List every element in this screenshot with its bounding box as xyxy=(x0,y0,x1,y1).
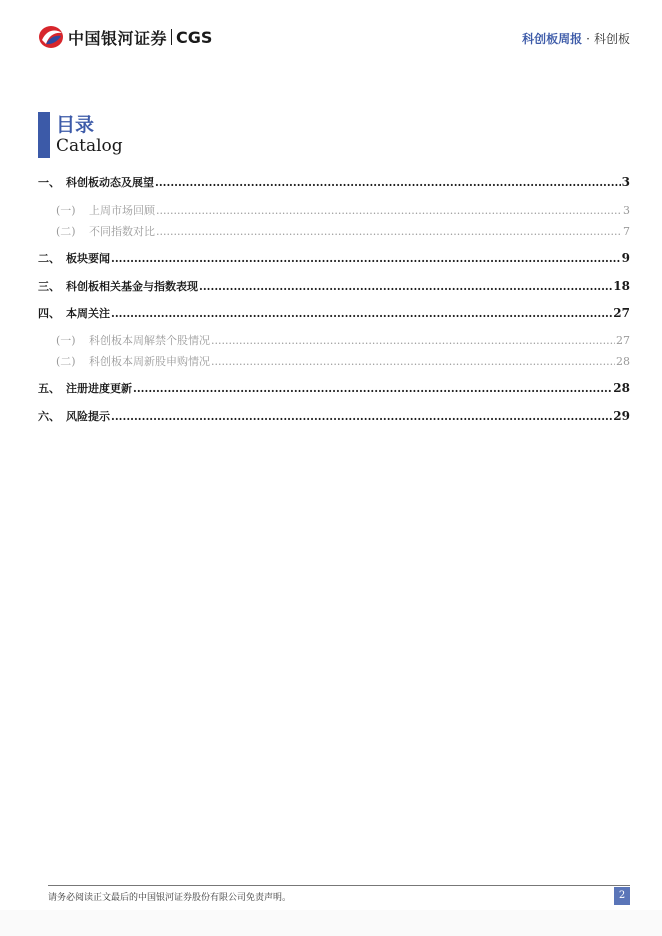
toc-entry-number: (二) xyxy=(56,355,76,368)
toc-entry-page: 18 xyxy=(613,279,630,293)
report-name: 科创板周报 xyxy=(522,32,583,46)
toc-entry[interactable] xyxy=(38,408,630,424)
report-tag-separator: · xyxy=(586,32,590,46)
toc-entry-label: 上周市场回顾 xyxy=(89,204,155,217)
toc-entry-number: 五、 xyxy=(38,382,60,395)
toc-entry-label: 本周关注 xyxy=(66,307,110,320)
logo-chinese-name: 中国银河证券 xyxy=(68,28,168,48)
toc-entry-number: 四、 xyxy=(38,307,60,320)
toc-entry-page: 7 xyxy=(623,225,630,238)
toc-entry-label: 科创板动态及展望 xyxy=(66,176,154,189)
toc-leader-dots xyxy=(111,410,612,423)
toc-title: 目录 xyxy=(56,114,95,136)
toc-entry-label: 注册进度更新 xyxy=(66,382,132,395)
toc-entry-number: 三、 xyxy=(38,280,60,293)
toc-entry-label: 板块要闻 xyxy=(66,252,110,265)
toc-accent-bar xyxy=(38,112,50,158)
footer-divider xyxy=(48,885,630,886)
toc-leader-dots xyxy=(155,176,621,189)
toc-entry[interactable] xyxy=(38,250,630,266)
toc-leader-dots xyxy=(111,252,621,265)
cgs-logo xyxy=(38,25,212,49)
toc-entry[interactable] xyxy=(38,174,630,190)
toc-leader-dots xyxy=(211,334,615,347)
toc-entry-number: (二) xyxy=(56,225,76,238)
toc-entry-number: (一) xyxy=(56,204,76,217)
toc-entry-page: 29 xyxy=(613,409,630,423)
toc-entry-page: 28 xyxy=(613,381,630,395)
toc-entry-label: 不同指数对比 xyxy=(89,225,155,238)
toc-entry[interactable] xyxy=(38,278,630,294)
toc-leader-dots xyxy=(199,280,612,293)
toc-leader-dots xyxy=(133,382,612,395)
page-header xyxy=(38,22,630,52)
logo-english-name: CGS xyxy=(176,27,213,47)
report-category: 科创板 xyxy=(593,32,630,46)
toc-entry-page: 27 xyxy=(616,334,630,347)
toc-entry[interactable] xyxy=(38,332,630,348)
toc-leader-dots xyxy=(211,355,615,368)
toc-entry-page: 3 xyxy=(621,175,630,189)
toc-leader-dots xyxy=(156,225,622,238)
toc-entry-page: 28 xyxy=(616,355,630,368)
toc-entry-label: 科创板相关基金与指数表现 xyxy=(66,280,198,293)
toc-leader-dots xyxy=(111,307,612,320)
toc-entry-page: 27 xyxy=(613,306,630,320)
toc-entry-label: 科创板本周解禁个股情况 xyxy=(89,334,210,347)
toc-leader-dots xyxy=(156,204,622,217)
page-number: 2 xyxy=(614,887,630,905)
cgs-logo-icon xyxy=(38,25,64,49)
toc-entry-label: 风险提示 xyxy=(66,410,110,423)
toc-entry[interactable] xyxy=(38,202,630,218)
toc-entry-page: 9 xyxy=(621,251,630,265)
toc-entry[interactable] xyxy=(38,223,630,239)
toc-entry[interactable] xyxy=(38,305,630,321)
page-bottom-margin xyxy=(0,910,662,936)
toc-entry-page: 3 xyxy=(623,204,630,217)
toc-entry-number: 六、 xyxy=(38,410,60,423)
toc-entry-number: 一、 xyxy=(38,176,60,189)
footer-disclaimer: 请务必阅读正文最后的中国银河证券股份有限公司免责声明。 xyxy=(48,893,292,903)
toc-subtitle: Catalog xyxy=(56,136,123,156)
logo-divider xyxy=(171,29,172,45)
toc-entry[interactable] xyxy=(38,380,630,396)
report-tag xyxy=(522,30,630,47)
toc-entry-number: (一) xyxy=(56,334,76,347)
toc-entry[interactable] xyxy=(38,353,630,369)
toc-entry-label: 科创板本周新股申购情况 xyxy=(89,355,210,368)
toc-entry-number: 二、 xyxy=(38,252,60,265)
